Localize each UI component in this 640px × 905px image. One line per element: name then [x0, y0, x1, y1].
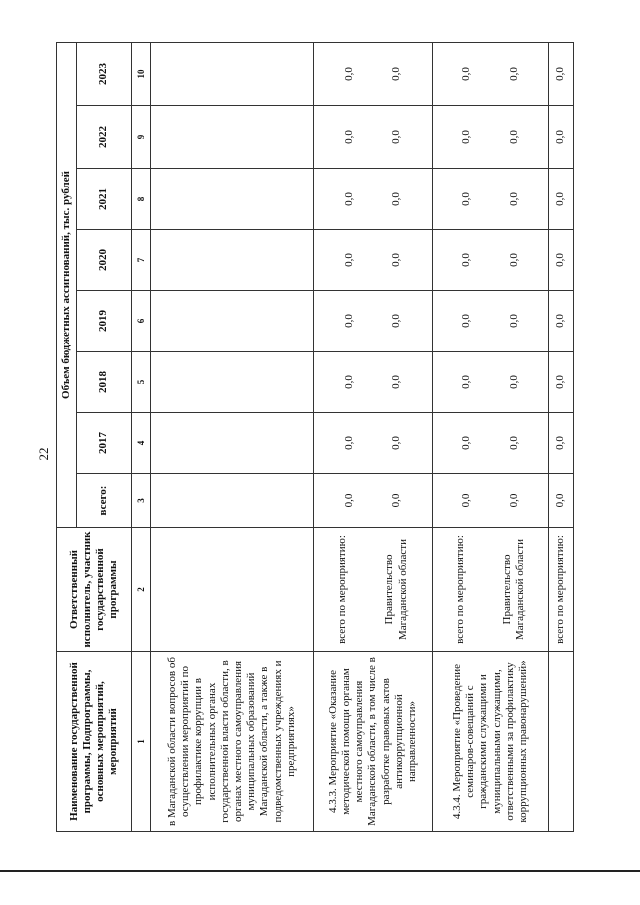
executor-org: Правительство Магаданской области	[383, 539, 409, 640]
row-value	[151, 413, 314, 474]
header-year: 2022	[77, 106, 132, 169]
row-value: 0,0 0,0	[433, 230, 549, 291]
row-value: 0,0	[549, 413, 574, 474]
column-number: 3	[132, 474, 151, 528]
budget-table	[56, 42, 574, 832]
row-executor	[433, 528, 549, 652]
rotated-content	[56, 30, 640, 866]
row-value: 0,0 0,0	[433, 352, 549, 413]
header-year: 2023	[77, 42, 132, 105]
column-number: 4	[132, 413, 151, 474]
row-name	[549, 652, 574, 832]
row-value: 0,0 0,0	[433, 413, 549, 474]
row-name: 4.3.4. Мероприятие «Проведение семинаров-совещаний с гражданскими служащими и муниципальными служащими, ответственными за профилактику коррупционных правонарушений»	[433, 652, 549, 832]
row-value: 0,0 0,0	[433, 169, 549, 230]
header-year: 2017	[77, 413, 132, 474]
column-number: 6	[132, 291, 151, 352]
column-number: 10	[132, 42, 151, 105]
executor-total-label: всего по мероприятию:	[336, 535, 349, 644]
row-value: 0,0	[549, 291, 574, 352]
row-value: 0,0	[549, 169, 574, 230]
row-value: 0,0 0,0	[314, 352, 433, 413]
row-total: 0,0 0,0	[433, 474, 549, 528]
executor-org: Правительство Магаданской области	[500, 539, 527, 640]
row-value: 0,0	[549, 230, 574, 291]
row-value: 0,0 0,0	[314, 106, 433, 169]
row-value: 0,0	[549, 352, 574, 413]
row-name: в Магаданской области вопросов об осуществлении мероприятий по профилактике коррупции в исполнительных органах государственной власти области, в органах местного самоуправления муниципальных образований Магаданской области, а также в подведомственных учреждениях и предприятиях»	[151, 652, 314, 832]
row-value	[151, 106, 314, 169]
row-value: 0,0 0,0	[314, 169, 433, 230]
header-total: всего:	[77, 474, 132, 528]
row-value	[151, 42, 314, 105]
header-year: 2019	[77, 291, 132, 352]
row-value	[151, 230, 314, 291]
row-executor: всего по мероприятию:	[549, 528, 574, 652]
table-row	[433, 42, 549, 831]
column-number: 8	[132, 169, 151, 230]
page-number: 22	[36, 447, 51, 461]
header-name: Наименование государственной программы, Подпрограммы, основных мероприятий, мероприятий	[57, 652, 132, 832]
row-value: 0,0 0,0	[314, 291, 433, 352]
column-number: 9	[132, 106, 151, 169]
header-budget: Объем бюджетных ассигнований, тыс. рублей	[57, 42, 77, 527]
table-row	[314, 42, 433, 831]
row-executor	[314, 528, 433, 652]
bottom-divider	[0, 870, 640, 872]
column-number: 5	[132, 352, 151, 413]
row-value: 0,0 0,0	[433, 291, 549, 352]
row-total: 0,0 0,0	[314, 474, 433, 528]
row-value	[151, 169, 314, 230]
header-year: 2020	[77, 230, 132, 291]
row-value: 0,0 0,0	[314, 42, 433, 105]
row-value: 0,0	[549, 42, 574, 105]
row-total	[151, 474, 314, 528]
header-executor: Ответственный исполнитель, участник государственной программы	[57, 528, 132, 652]
table-row	[151, 42, 314, 831]
row-value: 0,0 0,0	[314, 413, 433, 474]
column-number: 1	[132, 652, 151, 832]
column-number: 2	[132, 528, 151, 652]
row-value: 0,0 0,0	[433, 106, 549, 169]
row-total: 0,0	[549, 474, 574, 528]
table-row	[549, 42, 574, 831]
header-year: 2021	[77, 169, 132, 230]
column-number: 7	[132, 230, 151, 291]
row-value: 0,0 0,0	[314, 230, 433, 291]
executor-total-label: всего по мероприятию:	[453, 535, 466, 644]
row-name: 4.3.3. Мероприятие «Оказание методической помощи органам местного самоуправления Магаданской области, в том числе в разработке правовых актов антикоррупционной направленности»	[314, 652, 433, 832]
row-value	[151, 352, 314, 413]
row-value: 0,0	[549, 106, 574, 169]
row-executor	[151, 528, 314, 652]
header-year: 2018	[77, 352, 132, 413]
row-value: 0,0 0,0	[433, 42, 549, 105]
rotated-sheet	[56, 30, 640, 866]
row-value	[151, 291, 314, 352]
